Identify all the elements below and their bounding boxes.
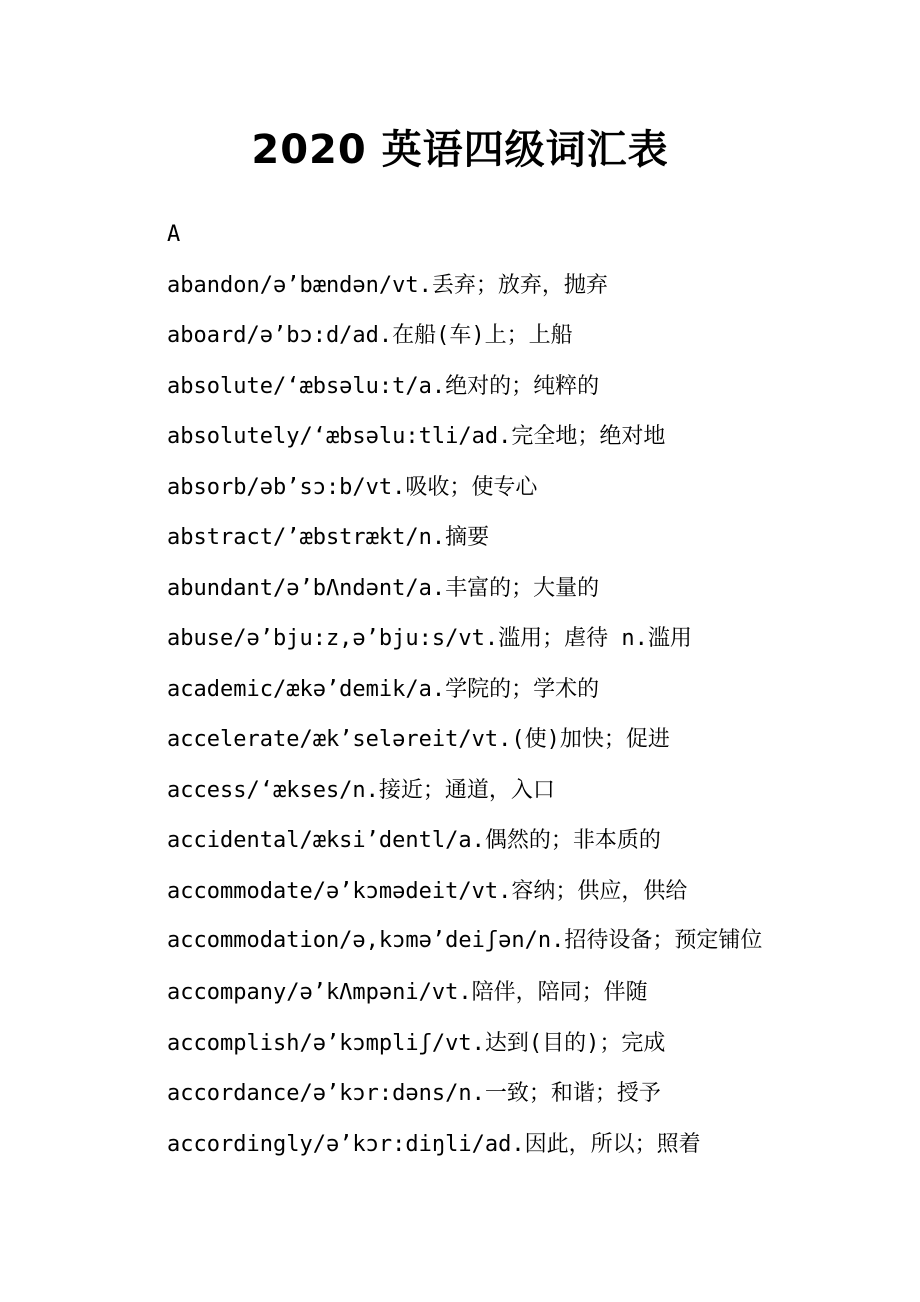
vocab-entry-accordingly: accordingly/ə’kɔr:diŋli/ad.因此，所以；照着 — [167, 1131, 701, 1157]
section-letter: A — [167, 222, 181, 247]
vocab-entry-absolutely: absolutely/‘æbsəlu:tli/ad.完全地；绝对地 — [167, 424, 666, 449]
vocab-entry-accomplish: accomplish/ə’kɔmpliʃ/vt.达到(目的)；完成 — [167, 1030, 666, 1056]
vocab-entry-accidental: accidental/æksi’dentl/a.偶然的；非本质的 — [167, 828, 661, 853]
vocab-entry-absolute: absolute/‘æbsəlu:t/a.绝对的；纯粹的 — [167, 373, 600, 399]
vocabulary-list — [167, 218, 767, 1178]
vocab-entry-accompany: accompany/ə’kΛmpəni/vt.陪伴，陪同；伴随 — [167, 980, 648, 1005]
vocab-entry-abstract: abstract/’æbstrækt/n.摘要 — [167, 525, 490, 550]
vocab-entry-accelerate: accelerate/æk’seləreit/vt.(使)加快；促进 — [167, 727, 670, 752]
vocab-entry-aboard: aboard/ə’bɔ:d/ad.在船(车)上；上船 — [167, 323, 573, 348]
document-title: 2020 英语四级词汇表 — [251, 127, 669, 173]
vocab-entry-abandon: abandon/ə’bændən/vt.丢弃；放弃，抛弃 — [167, 272, 608, 298]
vocab-entry-abuse: abuse/ə’bju:z,ə’bju:s/vt.滥用；虐待 n.滥用 — [167, 626, 692, 651]
vocab-entry-academic: academic/ækə’demik/a.学院的；学术的 — [167, 676, 600, 702]
vocab-entry-accommodation: accommodation/ə,kɔmə’deiʃən/n.招待设备；预定铺位 — [167, 928, 763, 953]
vocab-entry-accordance: accordance/ə’kɔr:dəns/n.一致；和谐；授予 — [167, 1081, 661, 1106]
vocab-entry-accommodate: accommodate/ə’kɔmədeit/vt.容纳；供应，供给 — [167, 878, 688, 904]
vocab-entry-access: access/‘ækses/n.接近；通道，入口 — [167, 777, 555, 803]
vocab-entry-abundant: abundant/ə’bΛndənt/a.丰富的；大量的 — [167, 575, 600, 601]
vocab-entry-absorb: absorb/əb’sɔ:b/vt.吸收；使专心 — [167, 474, 538, 500]
